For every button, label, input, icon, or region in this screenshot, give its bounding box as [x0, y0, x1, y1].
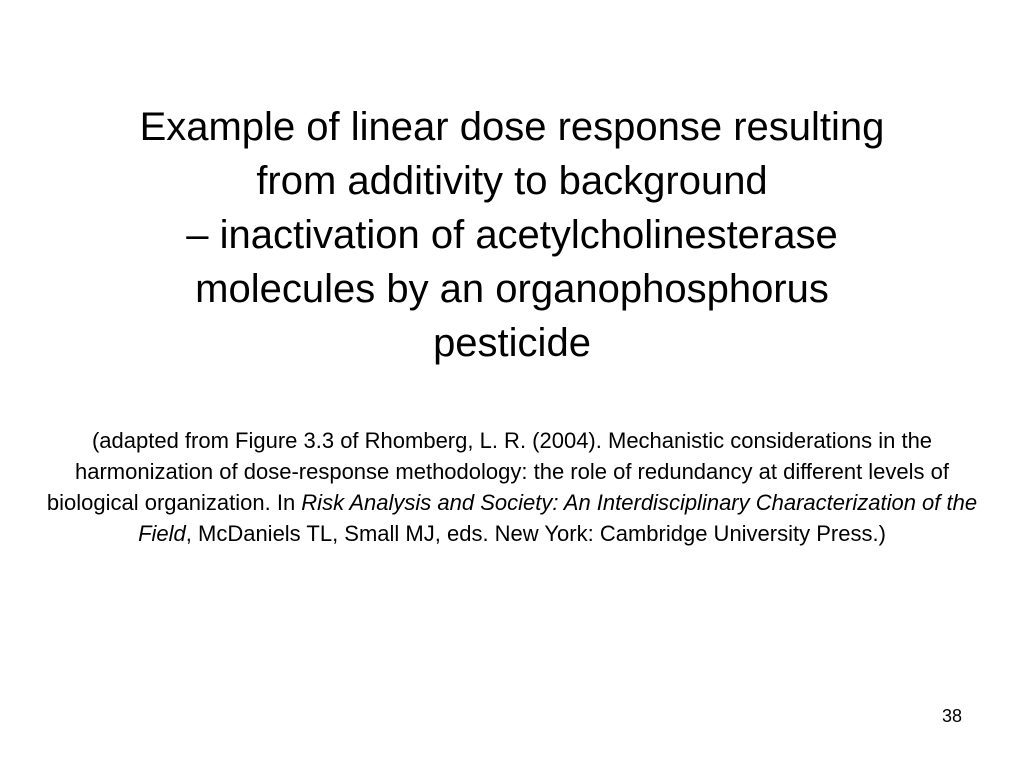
title-line: from additivity to background — [256, 159, 768, 203]
citation-part-1: (adapted from Figure 3.3 of Rhomberg, L. R. (2004). Mechanistic considerations in the harmonization of dose-response methodology: the role of redundancy at different levels of biological organization. In — [46, 428, 950, 515]
slide-title — [40, 100, 984, 370]
title-line: Example of linear dose response resulting — [139, 105, 885, 149]
title-line: molecules by an organophosphorus — [195, 267, 829, 311]
title-line: – inactivation of acetylcholinesterase — [186, 213, 838, 257]
citation-text — [40, 425, 984, 549]
page-number: 38 — [941, 706, 962, 726]
title-line: pesticide — [433, 321, 591, 365]
citation-book-title: Risk Analysis and Society: An Interdisciplinary Characterization of the Field — [138, 490, 978, 546]
citation-part-2: , McDaniels TL, Small MJ, eds. New York: Cambridge University Press.) — [185, 521, 886, 546]
